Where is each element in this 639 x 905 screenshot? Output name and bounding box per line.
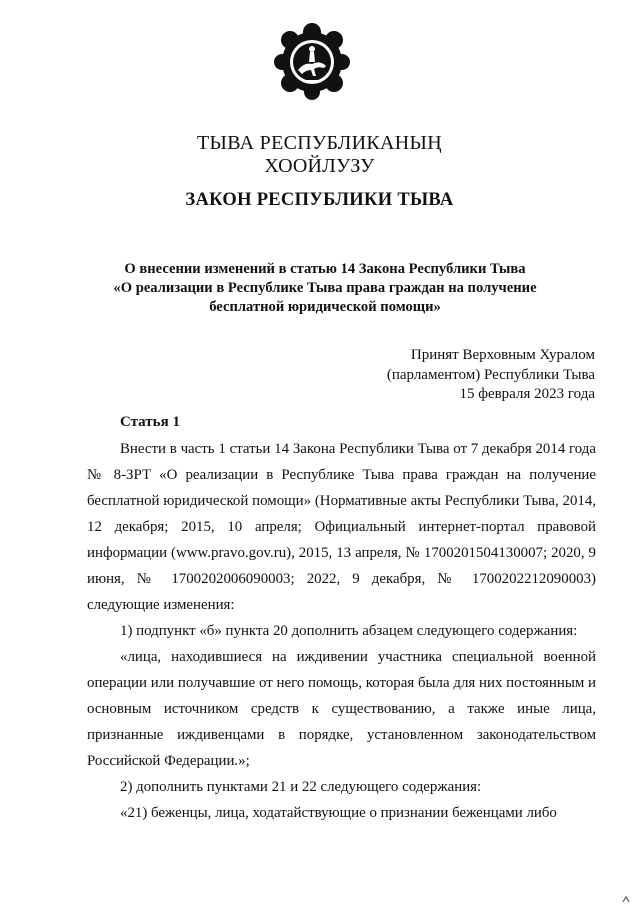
republic-name-line-1: ТЫВА РЕСПУБЛИКАНЫҢ	[197, 132, 442, 154]
law-title: ЗАКОН РЕСПУБЛИКИ ТЫВА	[185, 190, 454, 210]
article-paragraph: «21) беженцы, лица, ходатайствующие о признании беженцами либо	[120, 805, 557, 821]
article-title: Статья 1	[120, 414, 180, 430]
article-paragraph: Внести в часть 1 статьи 14 Закона Республики Тыва от 7 декабря 2014 года № 8-ЗРТ «О реализации в Республике Тыва права граждан на получение бесплатной юридической помощи» (Нормативные акты Республики Тыва, 2014, 12 декабря; 2015, 10 апреля; Официальный интернет-портал правовой информации (www.pravo.gov.ru), 2015, 13 апреля, № 1700201504130007; 2020, 9 июня, № 1700202006090003; 2022, 9 декабря, № 1700202212090003) следующие изменения:	[87, 441, 596, 613]
article-paragraph: 2) дополнить пунктами 21 и 22 следующего содержания:	[120, 779, 482, 795]
adoption-line-1: Принят Верховным Хуралом	[410, 347, 595, 363]
article-body	[87, 436, 596, 826]
adoption-block	[387, 346, 595, 405]
scan-corner-mark	[622, 896, 630, 903]
subject-line-3: бесплатной юридической помощи»	[209, 299, 441, 315]
subject-line-2: «О реализации в Республике Тыва права граждан на получение	[113, 280, 537, 296]
adoption-date: 15 февраля 2023 года	[459, 386, 595, 402]
law-subject	[80, 260, 570, 317]
adoption-line-2: (парламентом) Республики Тыва	[386, 366, 595, 383]
subject-line-1: О внесении изменений в статью 14 Закона Республики Тыва	[124, 261, 526, 277]
article-paragraph: «лица, находившиеся на иждивении участника специальной военной операции или получавшие от него помощь, которая была для них постоянным и основным источником средств к существованию, а также иные лица, признанные иждивенцами в порядке, установленном законодательством Российской Федерации.»;	[87, 649, 596, 769]
article-paragraph: 1) подпункт «б» пункта 20 дополнить абзацем следующего содержания:	[120, 623, 578, 639]
tuva-coat-of-arms-icon	[274, 22, 350, 100]
republic-name-line-2: ХООЙЛУЗУ	[264, 155, 375, 177]
